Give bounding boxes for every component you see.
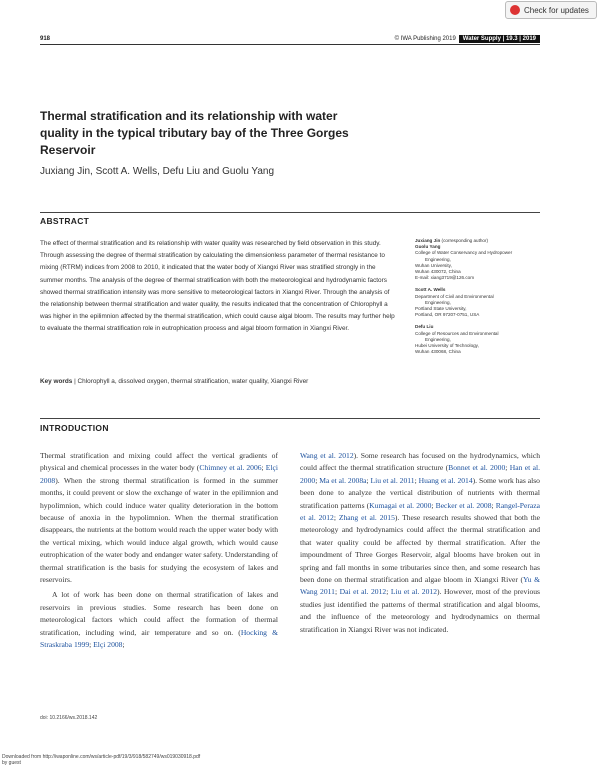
body-column-left	[40, 450, 278, 652]
affiliation-line: Hubei University of Technology,	[415, 343, 479, 349]
paragraph: Wang et al. 2012). Some research has focused on the hydrodynamics, which could affect the thermal stratification structure (Bonnet et al. 2000; Han et al. 2000; Ma et al. 2008a; Liu et al. 2011; Huang et al. 2014). Some work has also been done to analyze the vertical distribution of nutrients with thermal stratification patterns (Kumagai et al. 2000; Becker et al. 2008; Rangel-Peraza et al. 2012; Zhang et al. 2015). These research results showed that both the meteorology and hydrodynamics could affect the thermal stratification and that water quality could be affected by thermal stratification. After the impoundment of Three Gorges Reservoir, algal blooms have broken out in spring and fall months in some tributaries since then, and some research has been done on thermal stratification and algae bloom in Xiangxi River (Yu & Wang 2011; Dai et al. 2012; Liu et al. 2012). However, most of the previous studies just identified the patterns of thermal stratification and algal blooms, and the influence of the meteorology and hydrodynamics on thermal stratification in Xiangxi River was not indicated.	[300, 451, 541, 634]
keywords-label: Key words	[40, 378, 73, 385]
abstract-heading: ABSTRACT	[40, 216, 90, 226]
title-line: quality in the typical tributary bay of the Three Gorges	[40, 126, 349, 140]
citation-link[interactable]: Elçi 2008	[40, 463, 278, 485]
affiliation-line: Engineering,	[425, 256, 451, 262]
publisher-label: © IWA Publishing 2019	[394, 36, 456, 42]
corresponding-note: (corresponding author)	[440, 238, 489, 243]
affiliation-line: Portland State University,	[415, 306, 467, 312]
keywords: Key words | Chlorophyll a, dissolved oxygen, thermal stratification, water quality, Xiangxi River	[40, 378, 309, 385]
citation-link[interactable]: Kumagai et al. 2000	[369, 500, 432, 510]
download-user: by guest	[2, 760, 21, 766]
citation-link[interactable]: Chimney et al. 2006	[199, 463, 262, 473]
download-footer	[2, 754, 200, 766]
affiliation-author: Juxiang Jin	[415, 238, 441, 243]
journal-name: Water Supply	[462, 36, 501, 42]
introduction-divider	[40, 418, 540, 419]
affiliation-line: Department of Civil and Environmental	[415, 293, 494, 299]
citation-link[interactable]: Bonnet et al. 2000	[448, 463, 506, 473]
affiliation-block	[415, 287, 545, 318]
doi: doi: 10.2166/ws.2018.142	[40, 715, 98, 721]
paragraph: A lot of work has been done on thermal stratification of lakes and reservoirs in previous studies. Some research has been done on meteorological factors which could affect the formation of thermal stratification, including wind, air temperature and so on. (Hocking & Straskraba 1999; Elçi 2008;	[40, 590, 278, 650]
citation-link[interactable]: Dai et al. 2012	[339, 587, 387, 597]
citation-link[interactable]: Liu et al. 2012	[390, 587, 437, 597]
journal-badge: Water Supply | 19.3 | 2019	[459, 35, 540, 43]
paper-title	[40, 108, 370, 159]
download-source: Downloaded from http://iwaponline.com/ws/article-pdf/19/3/918/582749/ws019030918.pdf	[2, 754, 201, 760]
citation-link[interactable]: Zhang et al. 2015	[338, 513, 395, 523]
affiliation-block	[415, 324, 545, 355]
citation-link[interactable]: Becker et al. 2008	[435, 500, 492, 510]
title-line: Reservoir	[40, 143, 96, 157]
affiliation-block	[415, 238, 545, 281]
citation-link[interactable]: Hocking & Straskraba 1999	[40, 627, 278, 650]
citation-link[interactable]: Liu et al. 2011	[370, 475, 415, 485]
abstract-divider	[40, 212, 540, 213]
citation-link[interactable]: Ma et al. 2008a	[319, 475, 367, 485]
citation-link[interactable]: Rangel-Peraza et al. 2012	[300, 500, 541, 523]
check-for-updates-label: Check for updates	[524, 5, 589, 15]
header-divider	[40, 44, 540, 45]
introduction-heading: INTRODUCTION	[40, 423, 109, 433]
citation-link[interactable]: Huang et al. 2014	[418, 475, 473, 485]
check-for-updates-button[interactable]	[505, 1, 597, 19]
journal-header	[395, 35, 540, 43]
affiliation-line: Wuhan University,	[415, 262, 452, 268]
update-icon	[510, 5, 520, 15]
journal-year: 2019	[522, 36, 536, 42]
citation-link[interactable]: Yu & Wang 2011	[300, 575, 540, 597]
affiliation-line: Wuhan 430068, China	[415, 349, 461, 355]
affiliation-author: Scott A. Wells	[415, 287, 446, 293]
page-number: 918	[40, 36, 51, 42]
citation-link[interactable]: Wang et al. 2012	[300, 451, 354, 460]
title-line: Thermal stratification and its relationship with water	[40, 109, 338, 123]
body-column-right	[300, 450, 540, 636]
affiliation-line: Wuhan 430072, China	[415, 269, 461, 275]
affiliation-line: College of Resources and Environmental	[415, 330, 499, 336]
affiliation-line: College of Water Conservancy and Hydropower	[415, 250, 513, 256]
citation-link[interactable]: Han et al. 2000	[300, 463, 540, 485]
paragraph: Thermal stratification and mixing could affect the vertical gradients of physical and chemical processes in the water body (Chimney et al. 2006; Elçi 2008). When the strong thermal stratification is formed in the summer months, it could prevent or slow the exchange of water in the epilimnion and hypolimnion, which could induce water quality deterioration in the bottom because of anoxia in the hypolimnion. When the thermal stratification disappears, the nutrients at the bottom would reach the upper water body with the vertical mixing, which would induce algal growth, which would cause eutrophication of the water body and endanger water safety. Understanding of thermal stratification is the basis for studying the ecosystem of lakes and reservoirs.	[40, 451, 278, 585]
affiliation-email: E-mail: xiang3719@126.com	[415, 275, 475, 281]
citation-link[interactable]: Elçi 2008	[93, 640, 123, 650]
affiliation-line: Engineering,	[425, 336, 451, 342]
affiliation-author: Guolu Yang	[415, 244, 441, 250]
journal-volume: 19.3	[505, 36, 518, 42]
keywords-text: Chlorophyll a, dissolved oxygen, thermal stratification, water quality, Xiangxi River	[77, 378, 309, 385]
affiliation-line: Engineering,	[425, 299, 451, 305]
affiliation-author: Defu Liu	[415, 324, 434, 330]
affiliation-line: Portland, OR 97207-0751, USA	[415, 312, 480, 318]
abstract-text: The effect of thermal stratification and its relationship with water quality was researched by field observation in this study. Through assessing the degree of thermal stratification by calculating the dimensionless parameter of thermal resistance to mixing (RTRM) indices from 2008 to 2010, it indicated that the water body of Xiangxi River was stratified strongly in the summer months. The analysis of the degree of thermal stratification with both the meteorological and hydrodynamic factors showed thermal stratification intensity was more sensitive to meteorological factors in Xiangxi River. Through the analysis of the relationship between thermal stratification and water quality, the results indicated that the concentration of Chlorophyll a was higher in the epilimnion affected by the thermal stratification, which could cause algal bloom. The results may further help to evaluate the thermal stratification role in eutrophication process and algal bloom formation in Xiangxi River.	[40, 240, 395, 333]
affiliations	[415, 238, 545, 361]
author-list: Juxiang Jin, Scott A. Wells, Defu Liu and Guolu Yang	[40, 166, 275, 177]
